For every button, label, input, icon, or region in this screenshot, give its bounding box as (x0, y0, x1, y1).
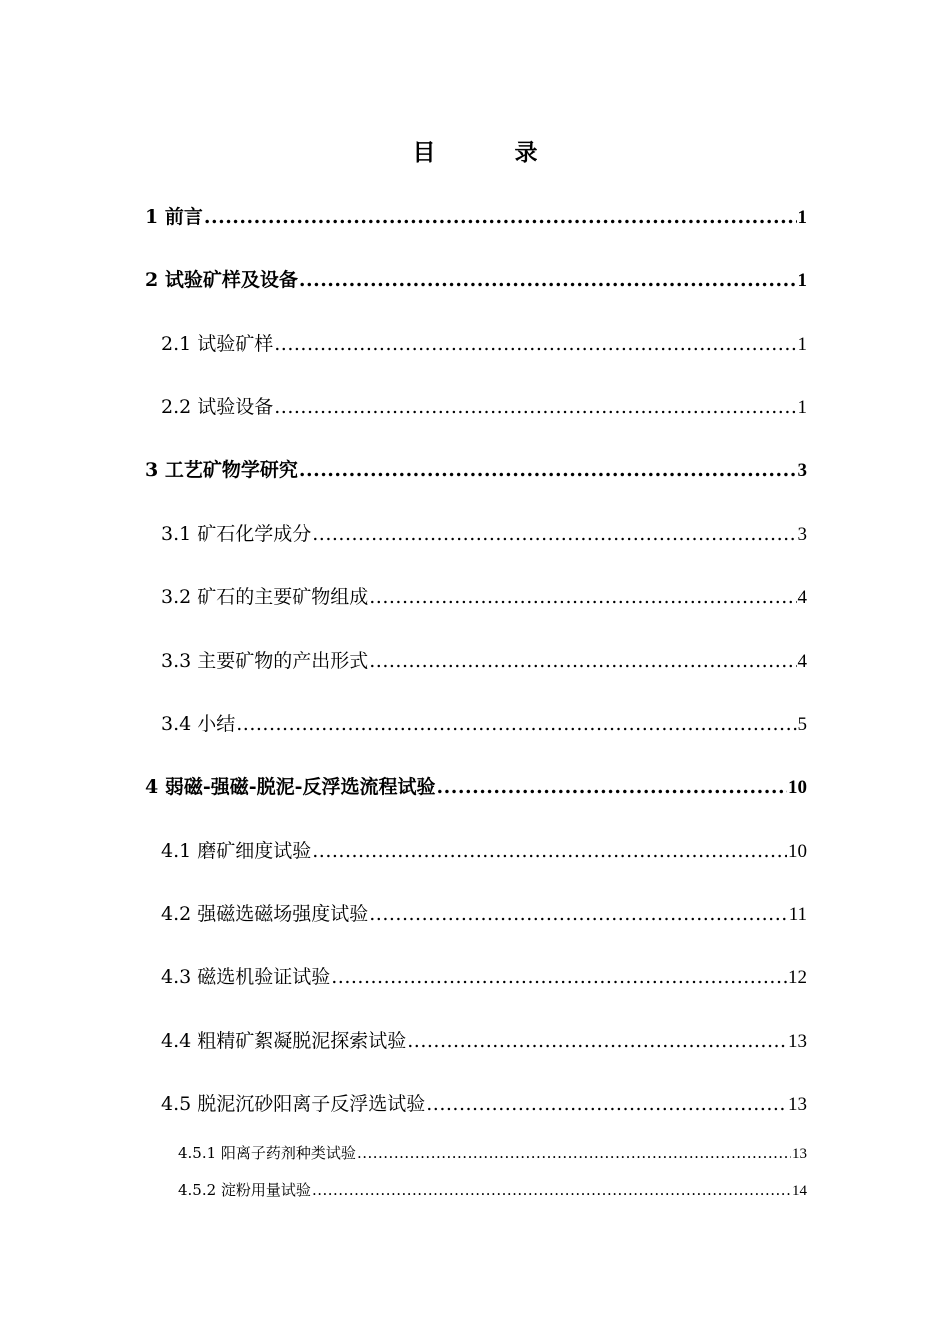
dot-leader (331, 966, 787, 988)
toc-entry-page: 14 (792, 1183, 807, 1199)
toc-entry-page: 1 (797, 397, 807, 418)
toc-entry[interactable] (161, 582, 807, 609)
toc-entry[interactable] (161, 646, 807, 673)
toc-entry-title: 4.2 强磁选磁场强度试验 (161, 903, 369, 925)
dot-leader (299, 269, 797, 291)
dot-leader (274, 333, 796, 355)
toc-entry-page: 11 (788, 904, 807, 925)
toc-entry-title: 3 工艺矿物学研究 (145, 459, 298, 481)
toc-entry[interactable] (145, 772, 807, 799)
toc-entry-title: 4.3 磁选机验证试验 (161, 966, 331, 988)
toc-entry-page: 12 (788, 967, 807, 988)
toc-entry-page: 3 (797, 524, 807, 545)
dot-leader (274, 396, 796, 418)
dot-leader (369, 586, 796, 608)
toc-entry[interactable] (161, 899, 807, 926)
toc-entry[interactable] (161, 329, 807, 356)
toc-entry-title: 3.3 主要矿物的产出形式 (161, 650, 369, 672)
toc-entry-page: 10 (788, 841, 807, 862)
toc-entry-page: 4 (797, 651, 807, 672)
toc-entry-title: 3.2 矿石的主要矿物组成 (161, 586, 369, 608)
toc-entry-title: 4.5 脱泥沉砂阳离子反浮选试验 (161, 1093, 426, 1115)
toc-entry-page: 1 (797, 207, 807, 228)
toc-entry[interactable] (178, 1142, 807, 1163)
toc-entry-page: 13 (792, 1146, 807, 1162)
dot-leader (299, 459, 797, 481)
toc-entry[interactable] (161, 392, 807, 419)
toc-entry-page: 5 (797, 714, 807, 735)
toc-entry[interactable] (161, 836, 807, 863)
toc-entry[interactable] (145, 455, 807, 482)
toc-entry-title: 1 前言 (145, 206, 203, 228)
toc-entry[interactable] (145, 202, 807, 229)
toc-entry[interactable] (161, 519, 807, 546)
toc-entry-title: 4.4 粗精矿絮凝脱泥探索试验 (161, 1030, 407, 1052)
toc-entry-title: 4 弱磁-强磁-脱泥-反浮选流程试验 (145, 776, 436, 798)
toc-entry-title: 4.5.1 阳离子药剂种类试验 (178, 1144, 356, 1162)
dot-leader (407, 1030, 787, 1052)
toc-entry-title: 2.2 试验设备 (161, 396, 274, 418)
toc-entry-page: 3 (797, 460, 807, 481)
toc-entry-title: 4.5.2 淀粉用量试验 (178, 1181, 311, 1199)
dot-leader (437, 776, 788, 798)
dot-leader (357, 1144, 791, 1162)
dot-leader (236, 713, 796, 735)
dot-leader (426, 1093, 787, 1115)
toc-entry[interactable] (161, 709, 807, 736)
toc-entry-page: 10 (788, 777, 807, 798)
toc-entry-title: 2.1 试验矿样 (161, 333, 274, 355)
toc-entry-page: 13 (788, 1031, 807, 1052)
dot-leader (312, 840, 787, 862)
toc-title: 目 录 (412, 139, 566, 166)
toc-entry[interactable] (178, 1179, 807, 1200)
toc-entry-title: 2 试验矿样及设备 (145, 269, 298, 291)
dot-leader (204, 206, 797, 228)
toc-entry-title: 3.1 矿石化学成分 (161, 523, 312, 545)
dot-leader (312, 1181, 791, 1199)
toc-entry-title: 3.4 小结 (161, 713, 236, 735)
toc-entry-page: 1 (797, 270, 807, 291)
dot-leader (312, 523, 796, 545)
toc-entry[interactable] (161, 962, 807, 989)
toc-entry[interactable] (161, 1026, 807, 1053)
toc-entry-page: 4 (797, 587, 807, 608)
toc-entry[interactable] (161, 1089, 807, 1116)
toc-entry[interactable] (145, 265, 807, 292)
dot-leader (369, 903, 787, 925)
toc-entry-page: 1 (797, 334, 807, 355)
dot-leader (369, 650, 796, 672)
toc-entry-title: 4.1 磨矿细度试验 (161, 840, 312, 862)
toc-entry-page: 13 (788, 1094, 807, 1115)
